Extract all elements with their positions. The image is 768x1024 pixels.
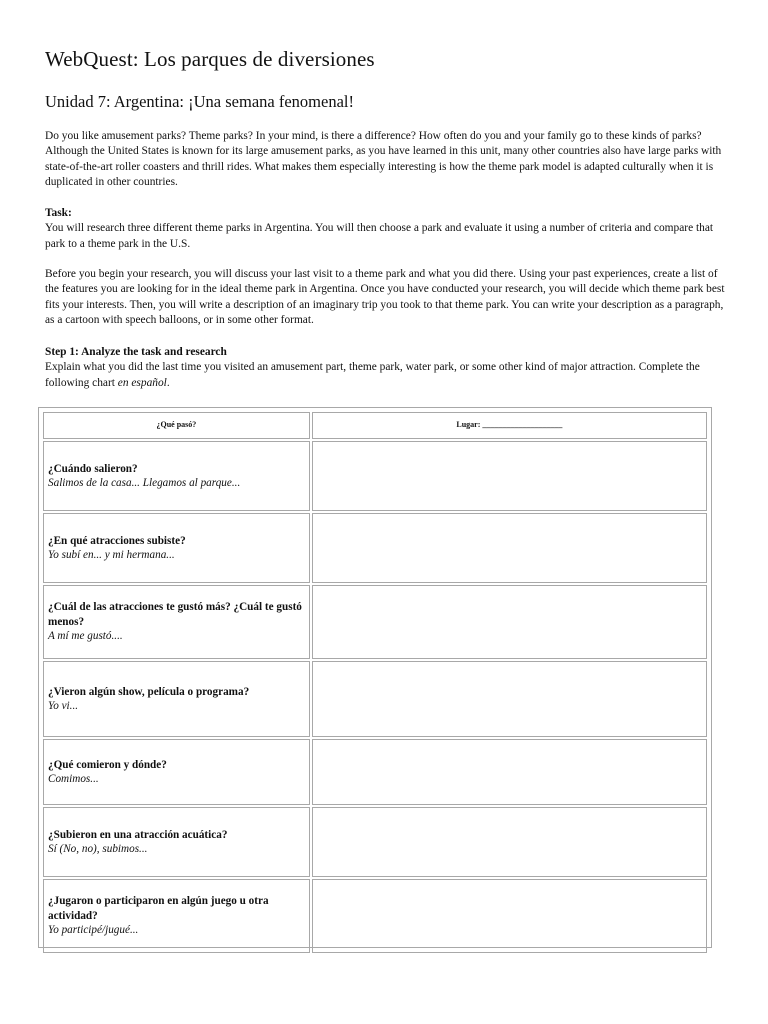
col-header-que-paso: ¿Qué pasó?	[43, 412, 310, 439]
answer-cell[interactable]	[312, 441, 707, 511]
task-section	[45, 206, 725, 252]
question-text: ¿En qué atracciones subiste?	[48, 534, 186, 547]
answer-prompt: Yo vi...	[48, 700, 79, 712]
chart-row	[43, 807, 707, 877]
question-cell	[43, 661, 310, 737]
question-cell	[43, 513, 310, 583]
step1-text: Explain what you did the last time you visited an amusement part, theme park, water park, or some other kind of major attraction. Complete the following chart	[45, 361, 700, 389]
col-header-lugar: Lugar: ____________________	[312, 412, 707, 439]
answer-prompt: Comimos...	[48, 773, 99, 785]
question-text: ¿Cuándo salieron?	[48, 462, 138, 475]
chart-header-row	[43, 412, 707, 439]
chart-row	[43, 661, 707, 737]
question-text: ¿Cuál de las atracciones te gustó más? ¿Cuál te gustó menos?	[48, 601, 302, 628]
answer-prompt: A mí me gustó....	[48, 630, 123, 643]
chart-row	[43, 513, 707, 583]
question-text: ¿Vieron algún show, película o programa?	[48, 685, 250, 698]
answer-prompt: Salimos de la casa... Llegamos al parque...	[48, 477, 241, 489]
unit-subtitle: Unidad 7: Argentina: ¡Una semana fenomenal!	[45, 92, 354, 111]
task-text: You will research three different theme parks in Argentina. You will then choose a park and evaluate it using a number of criteria and compare that park to a theme park in the U.S.	[45, 222, 714, 250]
step1-section	[45, 345, 725, 391]
step1-heading: Step 1: Analyze the task and research	[45, 346, 227, 358]
activity-chart	[38, 407, 712, 948]
answer-cell[interactable]	[312, 513, 707, 583]
question-text: ¿Jugaron o participaron en algún juego u otra actividad?	[48, 895, 269, 922]
intro-paragraph: Do you like amusement parks? Theme parks? In your mind, is there a difference? How often do you and your family go to these kinds of parks? Although the United States is known for its large amusement parks, as you have learned in this unit, many other countries also have large parks with state-of-the-art roller coasters and thrill rides. What makes them especially interesting is how the theme park model is adapted culturally when it is duplicated in other countries.	[45, 130, 722, 188]
answer-prompt: Yo participé/jugué...	[48, 924, 139, 937]
answer-cell[interactable]	[312, 661, 707, 737]
chart-row	[43, 879, 707, 953]
answer-prompt: Yo subí en... y mi hermana...	[48, 549, 175, 561]
question-text: ¿Subieron en una atracción acuática?	[48, 828, 228, 841]
chart-row	[43, 585, 707, 659]
answer-cell[interactable]	[312, 879, 707, 953]
chart-table	[41, 410, 709, 955]
answer-cell[interactable]	[312, 807, 707, 877]
question-text: ¿Qué comieron y dónde?	[48, 758, 167, 771]
answer-cell[interactable]	[312, 739, 707, 805]
answer-cell[interactable]	[312, 585, 707, 659]
page-title: WebQuest: Los parques de diversiones	[45, 47, 375, 71]
chart-row	[43, 739, 707, 805]
question-cell	[43, 585, 310, 659]
task-heading: Task:	[45, 207, 72, 219]
chart-row	[43, 441, 707, 511]
question-cell	[43, 739, 310, 805]
question-cell	[43, 807, 310, 877]
answer-prompt: Sí (No, no), subimos...	[48, 843, 148, 855]
question-cell	[43, 441, 310, 511]
step1-end: .	[166, 376, 170, 389]
before-paragraph: Before you begin your research, you will discuss your last visit to a theme park and what you did there. Using your past experiences, create a list of the features you are looking for in the ideal theme park in Argentina. Once you have conducted your research, you will decide which theme park best fits your interests. Then, you will write a description of an imaginary trip you took to that theme park. You can write your description as a paragraph, as a cartoon with speech balloons, or in some other format.	[45, 268, 725, 326]
step1-emphasis: en español	[117, 376, 167, 389]
question-cell	[43, 879, 310, 953]
